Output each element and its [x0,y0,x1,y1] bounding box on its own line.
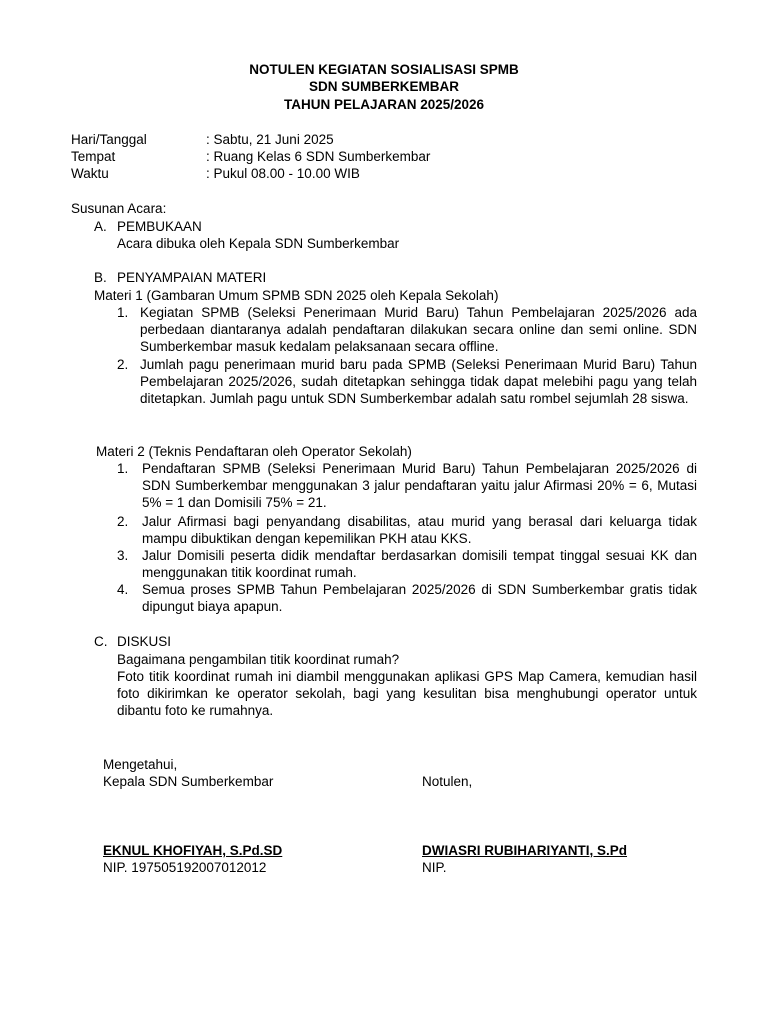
materi-2-title: Materi 2 (Teknis Pendaftaran oleh Operator Sekolah) [96,444,412,459]
section-b-letter: B. [94,270,107,285]
agenda-heading: Susunan Acara: [71,201,167,216]
discussion-answer: Foto titik koordinat rumah ini diambil menggunakan aplikasi GPS Map Camera, kemudian hasil foto dikirimkan ke operator sekolah, bagi yang kesulitan bisa menghubungi operator untuk dibantu foto ke rumahnya. [117,669,697,719]
m2-item-1-text: Pendaftaran SPMB (Seleksi Penerimaan Murid Baru) Tahun Pembelajaran 2025/2026 di SDN Sumberkembar menggunakan 3 jalur pendaftaran yaitu jalur Afirmasi 20% = 6, Mutasi 5% = 1 dan Domisili 75% = 21. [142,461,697,511]
time-label: Waktu [71,166,109,181]
m2-item-2-number: 2. [117,514,129,529]
m2-item-3-text: Jalur Domisili peserta didik mendaftar berdasarkan domisili tempat tinggal sesuai KK dan menggunakan titik koordinat rumah. [142,548,697,581]
section-c-title: DISKUSI [117,634,172,649]
left-signer-role: Kepala SDN Sumberkembar [103,774,274,789]
discussion-question: Bagaimana pengambilan titik koordinat rumah? [117,652,400,667]
day-label: Hari/Tanggal [71,132,147,147]
title-line-3: TAHUN PELAJARAN 2025/2026 [283,97,485,112]
m2-item-4-text: Semua proses SPMB Tahun Pembelajaran 2025/2026 di SDN Sumberkembar gratis tidak dipungut biaya apapun. [142,582,697,615]
title-line-1: NOTULEN KEGIATAN SOSIALISASI SPMB [249,62,519,77]
right-signer-name: DWIASRI RUBIHARIYANTI, S.Pd [422,843,628,858]
m1-item-1-text: Kegiatan SPMB (Seleksi Penerimaan Murid Baru) Tahun Pembelajaran 2025/2026 ada perbedaan diantaranya adalah pendaftaran dilakukan secara online dan semi online. SDN Sumberkembar masuk kedalam pelaksanaan secara offline. [140,305,697,355]
section-b-title: PENYAMPAIAN MATERI [117,270,267,285]
m1-item-2-number: 2. [117,357,129,372]
right-signer-role: Notulen, [422,774,473,789]
title-line-2: SDN SUMBERKEMBAR [308,79,459,94]
m1-item-1-number: 1. [117,305,129,320]
m2-item-4-number: 4. [117,582,129,597]
section-a-letter: A. [94,219,107,234]
m1-item-2-text: Jumlah pagu penerimaan murid baru pada SPMB (Seleksi Penerimaan Murid Baru) Tahun Pembelajaran 2025/2026, sudah ditetapkan sehingga tidak dapat melebihi pagu yang telah ditetapkan. Jumlah pagu untuk SDN Sumberkembar adalah satu rombel sejumlah 28 siswa. [140,357,697,407]
right-signer-nip: NIP. [422,860,447,875]
time-value: : Pukul 08.00 - 10.00 WIB [206,166,360,181]
materi-1-title: Materi 1 (Gambaran Umum SPMB SDN 2025 oleh Kepala Sekolah) [94,288,499,303]
m2-item-1-number: 1. [117,461,129,476]
m2-item-3-number: 3. [117,548,129,563]
acknowledged-label: Mengetahui, [103,757,178,772]
place-value: : Ruang Kelas 6 SDN Sumberkembar [206,149,431,164]
left-signer-nip: NIP. 197505192007012012 [103,860,267,875]
place-label: Tempat [71,149,116,164]
m2-item-2-text: Jalur Afirmasi bagi penyandang disabilitas, atau murid yang berasal dari keluarga tidak mampu dibuktikan dengan kepemilikan PKH atau KKS. [142,514,697,547]
section-c-letter: C. [94,634,108,649]
left-signer-name: EKNUL KHOFIYAH, S.Pd.SD [103,843,283,858]
section-a-title: PEMBUKAAN [117,219,202,234]
day-value: : Sabtu, 21 Juni 2025 [206,132,334,147]
section-a-text: Acara dibuka oleh Kepala SDN Sumberkembar [117,236,400,251]
